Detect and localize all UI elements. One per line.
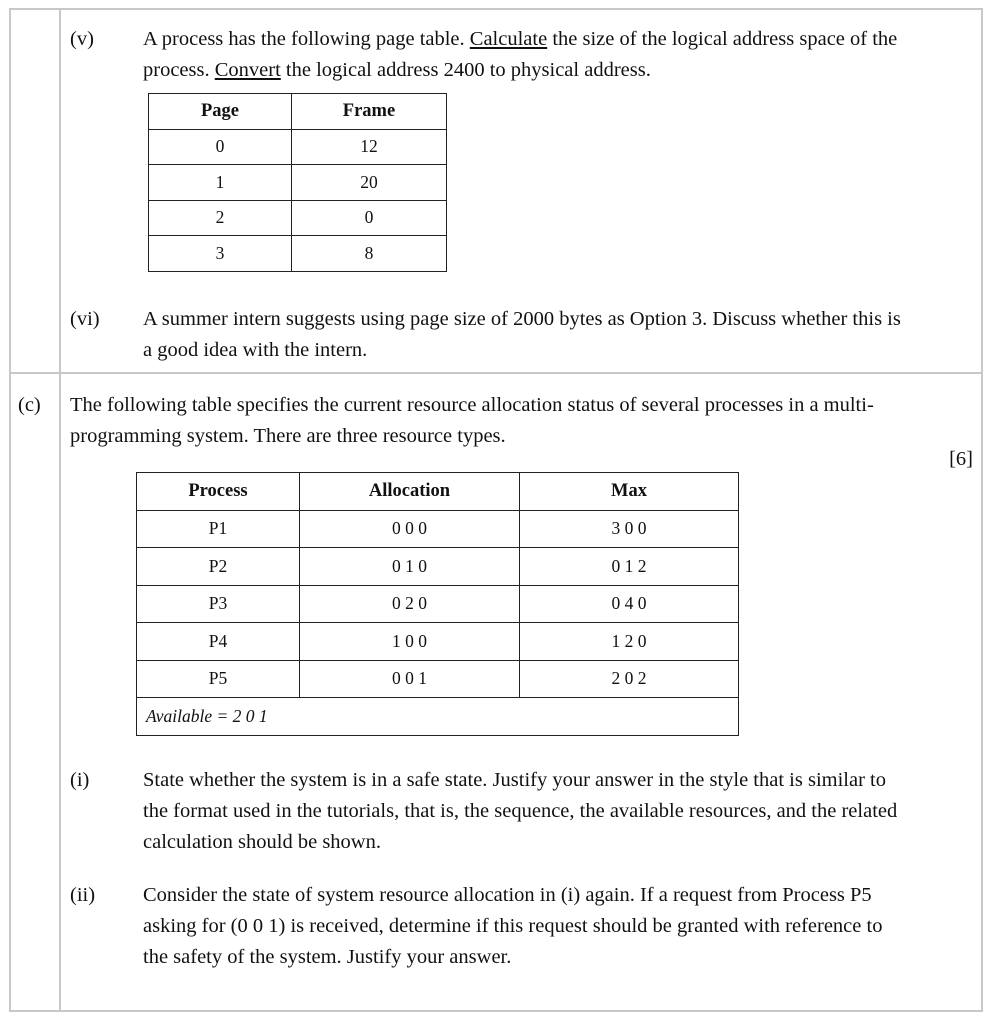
allocation-header-cell: Max bbox=[520, 473, 739, 511]
table-cell: 3 bbox=[149, 236, 292, 272]
table-cell: 0 0 1 bbox=[300, 660, 520, 698]
part-v-label: (v) bbox=[70, 28, 94, 50]
table-row bbox=[137, 510, 739, 548]
page-table-header bbox=[149, 94, 447, 130]
table-cell: 12 bbox=[292, 129, 447, 165]
allocation-header-cell: Allocation bbox=[300, 473, 520, 511]
part-v-line-2: process. Convert the logical address 2400 to physical address. bbox=[143, 59, 651, 81]
part-c-label: (c) bbox=[18, 394, 41, 416]
table-row bbox=[137, 585, 739, 623]
table-row bbox=[149, 129, 447, 165]
table-cell: 20 bbox=[292, 165, 447, 201]
table-cell: 3 0 0 bbox=[520, 510, 739, 548]
table-cell: 0 1 0 bbox=[300, 548, 520, 586]
table-row bbox=[149, 165, 447, 201]
table-cell: 0 1 2 bbox=[520, 548, 739, 586]
table-cell: 1 2 0 bbox=[520, 623, 739, 661]
table-row bbox=[149, 200, 447, 236]
part-i-line-1: State whether the system is in a safe state. Justify your answer in the style that is similar to bbox=[143, 769, 886, 791]
part-c-line-1: The following table specifies the current resource allocation status of several processes in a multi- bbox=[70, 394, 874, 416]
table-cell: 0 2 0 bbox=[300, 585, 520, 623]
table-cell: 1 0 0 bbox=[300, 623, 520, 661]
table-row bbox=[137, 623, 739, 661]
available-row bbox=[137, 698, 739, 736]
page-table-header-cell: Frame bbox=[292, 94, 447, 130]
column-divider bbox=[59, 8, 61, 1012]
table-cell: 0 bbox=[149, 129, 292, 165]
part-v-line-1: A process has the following page table. Calculate the size of the logical address space of the bbox=[143, 28, 898, 50]
part-i-line-3: calculation should be shown. bbox=[143, 831, 381, 853]
allocation-header-cell: Process bbox=[137, 473, 300, 511]
part-c-line-2: programming system. There are three resource types. bbox=[70, 425, 506, 447]
part-ii-line-3: the safety of the system. Justify your answer. bbox=[143, 946, 512, 968]
page-table-header-cell: Page bbox=[149, 94, 292, 130]
part-ii-line-1: Consider the state of system resource allocation in (i) again. If a request from Process P5 bbox=[143, 884, 872, 906]
table-cell: P1 bbox=[137, 510, 300, 548]
table-cell: 0 bbox=[292, 200, 447, 236]
table-cell: 0 4 0 bbox=[520, 585, 739, 623]
part-i-line-2: the format used in the tutorials, that is, the sequence, the available resources, and the related bbox=[143, 800, 898, 822]
table-cell: P2 bbox=[137, 548, 300, 586]
table-cell: 0 0 0 bbox=[300, 510, 520, 548]
table-cell: 2 0 2 bbox=[520, 660, 739, 698]
part-i-label: (i) bbox=[70, 769, 90, 791]
marks-badge: [6] bbox=[949, 448, 973, 470]
table-cell: 2 bbox=[149, 200, 292, 236]
table-cell: 1 bbox=[149, 165, 292, 201]
table-cell: P4 bbox=[137, 623, 300, 661]
part-vi-line-2: a good idea with the intern. bbox=[143, 339, 368, 361]
part-vi-label: (vi) bbox=[70, 308, 100, 330]
table-row bbox=[149, 236, 447, 272]
table-cell: P3 bbox=[137, 585, 300, 623]
table-row bbox=[137, 548, 739, 586]
row-divider bbox=[9, 372, 983, 374]
allocation-table bbox=[136, 472, 739, 736]
table-cell: P5 bbox=[137, 660, 300, 698]
part-ii-label: (ii) bbox=[70, 884, 96, 906]
available-cell: Available = 2 0 1 bbox=[137, 698, 739, 736]
part-ii-line-2: asking for (0 0 1) is received, determine if this request should be granted with reference to bbox=[143, 915, 883, 937]
page-table bbox=[148, 93, 447, 272]
allocation-table-header bbox=[137, 473, 739, 511]
table-row bbox=[137, 660, 739, 698]
table-cell: 8 bbox=[292, 236, 447, 272]
part-vi-line-1: A summer intern suggests using page size of 2000 bytes as Option 3. Discuss whether this is bbox=[143, 308, 901, 330]
